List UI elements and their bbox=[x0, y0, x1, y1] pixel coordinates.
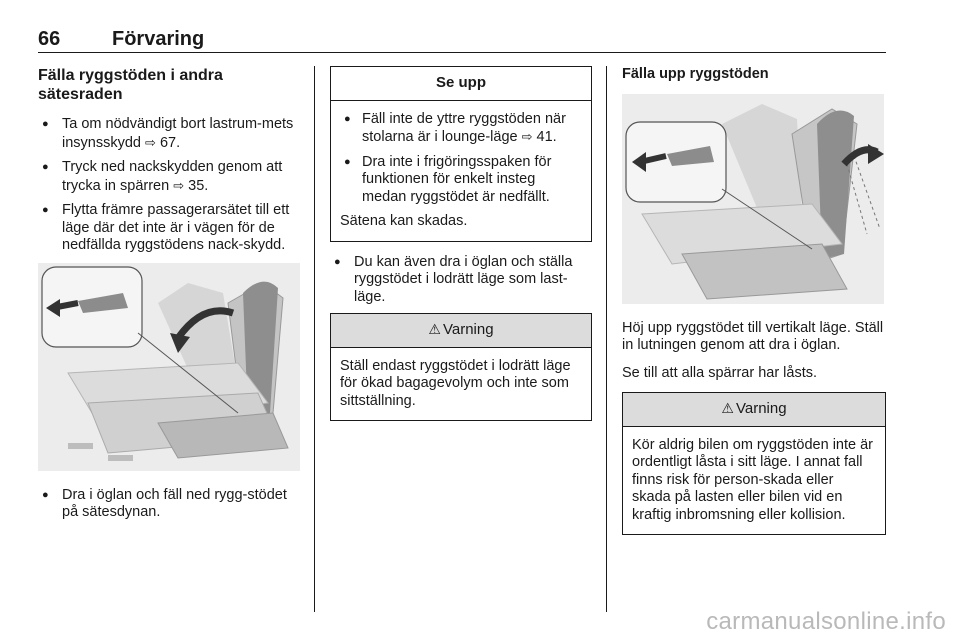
locks-instruction: Se till att alla spärrar har låsts. bbox=[622, 364, 818, 381]
fold-steps-list bbox=[38, 116, 300, 255]
list-item: ● Du kan även dra i öglan och ställa ryggstödet i lodrätt läge som last-läge. bbox=[330, 254, 592, 307]
caution-note: Sätena kan skadas. bbox=[340, 213, 468, 229]
warning-triangle-icon: ⚠ bbox=[721, 400, 734, 416]
warning-text: Kör aldrig bilen om ryggstöden inte är ordentligt låsta i sitt läge. I annat fall finns risk för person-skada eller skada på lasten eller bilen vid en kraftig inbromsning eller kollision. bbox=[632, 436, 873, 523]
warning-title: Varning bbox=[735, 400, 787, 417]
upright-load-step bbox=[330, 254, 592, 307]
list-item: ● Dra inte i frigöringsspaken för funktionen för enkelt insteg medan ryggstödet är nedfällt. bbox=[340, 154, 582, 207]
watermark: carmanualsonline.info bbox=[706, 608, 946, 635]
fold-down-illustration bbox=[38, 263, 300, 471]
page-number: 66 bbox=[38, 28, 61, 50]
list-item: ● Tryck ned nackskydden genom att trycka in spärren ⇨ 35. bbox=[38, 159, 300, 195]
warning-box-1 bbox=[330, 313, 592, 421]
raise-instruction: Höj upp ryggstödet till vertikalt läge. Ställ in lutningen genom att dra i öglan. bbox=[622, 319, 884, 353]
raise-illustration bbox=[622, 94, 884, 304]
page-ref[interactable]: 67. bbox=[159, 134, 181, 151]
list-item: ● Flytta främre passagerarsätet till ett läge där det inte är i vägen för de nedfällda ryggstödens nack-skydd. bbox=[38, 202, 300, 255]
list-item: ● Ta om nödvändigt bort lastrum-mets insynsskydd ⇨ 67. bbox=[38, 116, 300, 152]
page-ref[interactable]: 41. bbox=[536, 129, 557, 145]
caution-box bbox=[330, 66, 592, 242]
raise-backrests-heading: Fälla upp ryggstöden bbox=[622, 66, 769, 82]
warning-text: Ställ endast ryggstödet i lodrätt läge för ökad bagagevolym och inte som sittställning. bbox=[340, 357, 571, 409]
page-ref-icon: ⇨ bbox=[173, 177, 185, 193]
page-ref-icon: ⇨ bbox=[145, 134, 156, 150]
warning-box-2 bbox=[622, 392, 886, 535]
fold-backrests-heading: Fälla ryggstöden i andra sätesraden bbox=[38, 67, 223, 103]
page-ref-icon: ⇨ bbox=[521, 129, 533, 144]
column-3 bbox=[622, 66, 886, 547]
caution-list bbox=[340, 111, 582, 207]
page-ref[interactable]: 35. bbox=[188, 177, 209, 194]
column-1 bbox=[38, 66, 300, 529]
list-item: ● Fäll inte de yttre ryggstöden när stolarna är i lounge-läge ⇨ 41. bbox=[340, 111, 582, 147]
warning-triangle-icon: ⚠ bbox=[428, 321, 441, 337]
column-divider-1 bbox=[314, 66, 315, 612]
page-header bbox=[38, 28, 886, 53]
list-item: ● Dra i öglan och fäll ned rygg-stödet på sätesdynan. bbox=[38, 487, 300, 522]
caution-title: Se upp bbox=[331, 67, 591, 101]
warning-title: Varning bbox=[442, 321, 494, 338]
section-title: Förvaring bbox=[112, 28, 205, 50]
column-divider-2 bbox=[606, 66, 607, 612]
fold-down-step bbox=[38, 487, 300, 522]
column-2 bbox=[330, 66, 592, 433]
